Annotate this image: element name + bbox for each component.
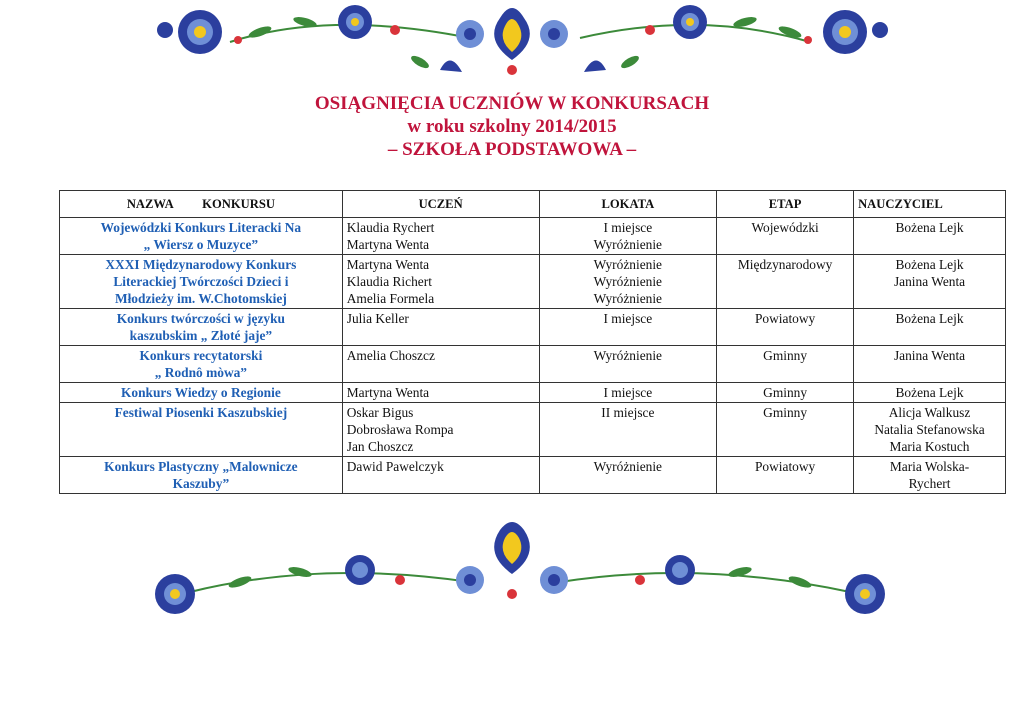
contest-name-cell <box>60 403 343 457</box>
student-cell-line: Julia Keller <box>346 311 409 326</box>
stage-cell: Wojewódzki <box>717 218 854 255</box>
header-student: UCZEŃ <box>342 191 539 218</box>
place-cell-line: Wyróżnienie <box>593 348 663 363</box>
place-cell-line: I miejsce <box>603 220 653 235</box>
table-row <box>60 255 1006 309</box>
title-line-3: – SZKOŁA PODSTAWOWA – <box>387 139 637 160</box>
teacher-cell-line: Rychert <box>908 476 951 491</box>
contest-name-cell-line: Konkurs twórczości w języku <box>116 311 285 326</box>
contest-name-cell <box>60 218 343 255</box>
stage-cell: Powiatowy <box>717 309 854 346</box>
place-cell <box>539 218 717 255</box>
student-cell-line: Klaudia Richert <box>346 274 432 289</box>
teacher-cell <box>854 309 1006 346</box>
page-title <box>0 92 1024 161</box>
kashubian-floral-ornament-icon <box>0 520 1024 620</box>
contest-name-cell-line: Konkurs Plastyczny „Malownicze <box>104 459 298 474</box>
student-cell <box>342 457 539 494</box>
place-cell <box>539 346 717 383</box>
teacher-cell <box>854 457 1006 494</box>
teacher-cell <box>854 403 1006 457</box>
student-cell-line: Klaudia Rychert <box>346 220 435 235</box>
contest-name-cell-line: Konkurs recytatorski <box>139 348 263 363</box>
teacher-cell-line: Maria Wolska- <box>889 459 970 474</box>
student-cell <box>342 309 539 346</box>
table-row <box>60 218 1006 255</box>
place-cell-line: Wyróżnienie <box>593 274 663 289</box>
stage-cell: Międzynarodowy <box>717 255 854 309</box>
teacher-cell <box>854 346 1006 383</box>
contest-name-cell <box>60 255 343 309</box>
stage-cell: Powiatowy <box>717 457 854 494</box>
teacher-cell <box>854 383 1006 403</box>
teacher-cell-line: Janina Wenta <box>893 274 966 289</box>
contest-name-cell-line: Literackiej Twórczości Dzieci i <box>113 274 289 289</box>
table-row <box>60 309 1006 346</box>
stage-cell: Gminny <box>717 383 854 403</box>
place-cell <box>539 255 717 309</box>
table-row <box>60 403 1006 457</box>
table-body <box>60 218 1006 494</box>
place-cell-line: II miejsce <box>601 405 655 420</box>
contest-name-cell-line: Kaszuby” <box>172 476 230 491</box>
contest-name-cell-line: kaszubskim „ Złoté jaje” <box>129 328 273 343</box>
teacher-cell-line: Janina Wenta <box>893 348 966 363</box>
teacher-cell <box>854 255 1006 309</box>
teacher-cell-line: Bożena Lejk <box>895 385 964 400</box>
place-cell-line: Wyróżnienie <box>593 257 663 272</box>
header-stage: ETAP <box>717 191 854 218</box>
student-cell-line: Dobrosława Rompa <box>346 422 454 437</box>
table-row <box>60 383 1006 403</box>
student-cell-line: Martyna Wenta <box>346 257 430 272</box>
student-cell-line: Jan Choszcz <box>346 439 414 454</box>
student-cell <box>342 255 539 309</box>
student-cell <box>342 383 539 403</box>
teacher-cell-line: Bożena Lejk <box>895 220 964 235</box>
teacher-cell-line: Bożena Lejk <box>895 311 964 326</box>
contest-name-cell <box>60 383 343 403</box>
title-line-1: OSIĄGNIĘCIA UCZNIÓW W KONKURSACH <box>314 93 710 114</box>
table-header-row <box>60 191 1006 218</box>
contest-name-cell-line: Konkurs Wiedzy o Regionie <box>120 385 281 400</box>
student-cell <box>342 346 539 383</box>
achievements-table <box>59 190 1006 494</box>
header-contest-name: NAZWA KONKURSU <box>60 191 343 218</box>
stage-cell: Gminny <box>717 346 854 383</box>
student-cell-line: Amelia Formela <box>346 291 435 306</box>
teacher-cell-line: Natalia Stefanowska <box>874 422 985 437</box>
place-cell <box>539 309 717 346</box>
student-cell <box>342 218 539 255</box>
contest-name-cell-line: Festiwal Piosenki Kaszubskiej <box>114 405 288 420</box>
table-row <box>60 457 1006 494</box>
student-cell-line: Martyna Wenta <box>346 237 430 252</box>
place-cell-line: Wyróżnienie <box>593 459 663 474</box>
student-cell <box>342 403 539 457</box>
contest-name-cell-line: Młodzieży im. W.Chotomskiej <box>114 291 287 306</box>
kashubian-floral-ornament-icon <box>0 0 1024 92</box>
place-cell-line: Wyróżnienie <box>593 291 663 306</box>
student-cell-line: Amelia Choszcz <box>346 348 435 363</box>
header-place: LOKATA <box>539 191 717 218</box>
teacher-cell <box>854 218 1006 255</box>
student-cell-line: Dawid Pawelczyk <box>346 459 444 474</box>
student-cell-line: Martyna Wenta <box>346 385 430 400</box>
table-row <box>60 346 1006 383</box>
stage-cell: Gminny <box>717 403 854 457</box>
teacher-cell-line: Alicja Walkusz <box>888 405 971 420</box>
contest-name-cell <box>60 309 343 346</box>
contest-name-cell-line: „ Wiersz o Muzyce” <box>143 237 259 252</box>
teacher-cell-line: Bożena Lejk <box>895 257 964 272</box>
teacher-cell-line: Maria Kostuch <box>889 439 970 454</box>
contest-name-cell <box>60 346 343 383</box>
contest-name-cell-line: XXXI Międzynarodowy Konkurs <box>105 257 297 272</box>
place-cell <box>539 403 717 457</box>
contest-name-cell-line: Wojewódzki Konkurs Literacki Na <box>100 220 302 235</box>
student-cell-line: Oskar Bigus <box>346 405 414 420</box>
header-teacher: NAUCZYCIEL <box>854 191 1006 218</box>
place-cell-line: Wyróżnienie <box>593 237 663 252</box>
place-cell-line: I miejsce <box>603 385 653 400</box>
contest-name-cell-line: „ Rodnô mòwa” <box>154 365 248 380</box>
contest-name-cell <box>60 457 343 494</box>
place-cell-line: I miejsce <box>603 311 653 326</box>
title-line-2: w roku szkolny 2014/2015 <box>407 116 617 137</box>
place-cell <box>539 457 717 494</box>
place-cell <box>539 383 717 403</box>
